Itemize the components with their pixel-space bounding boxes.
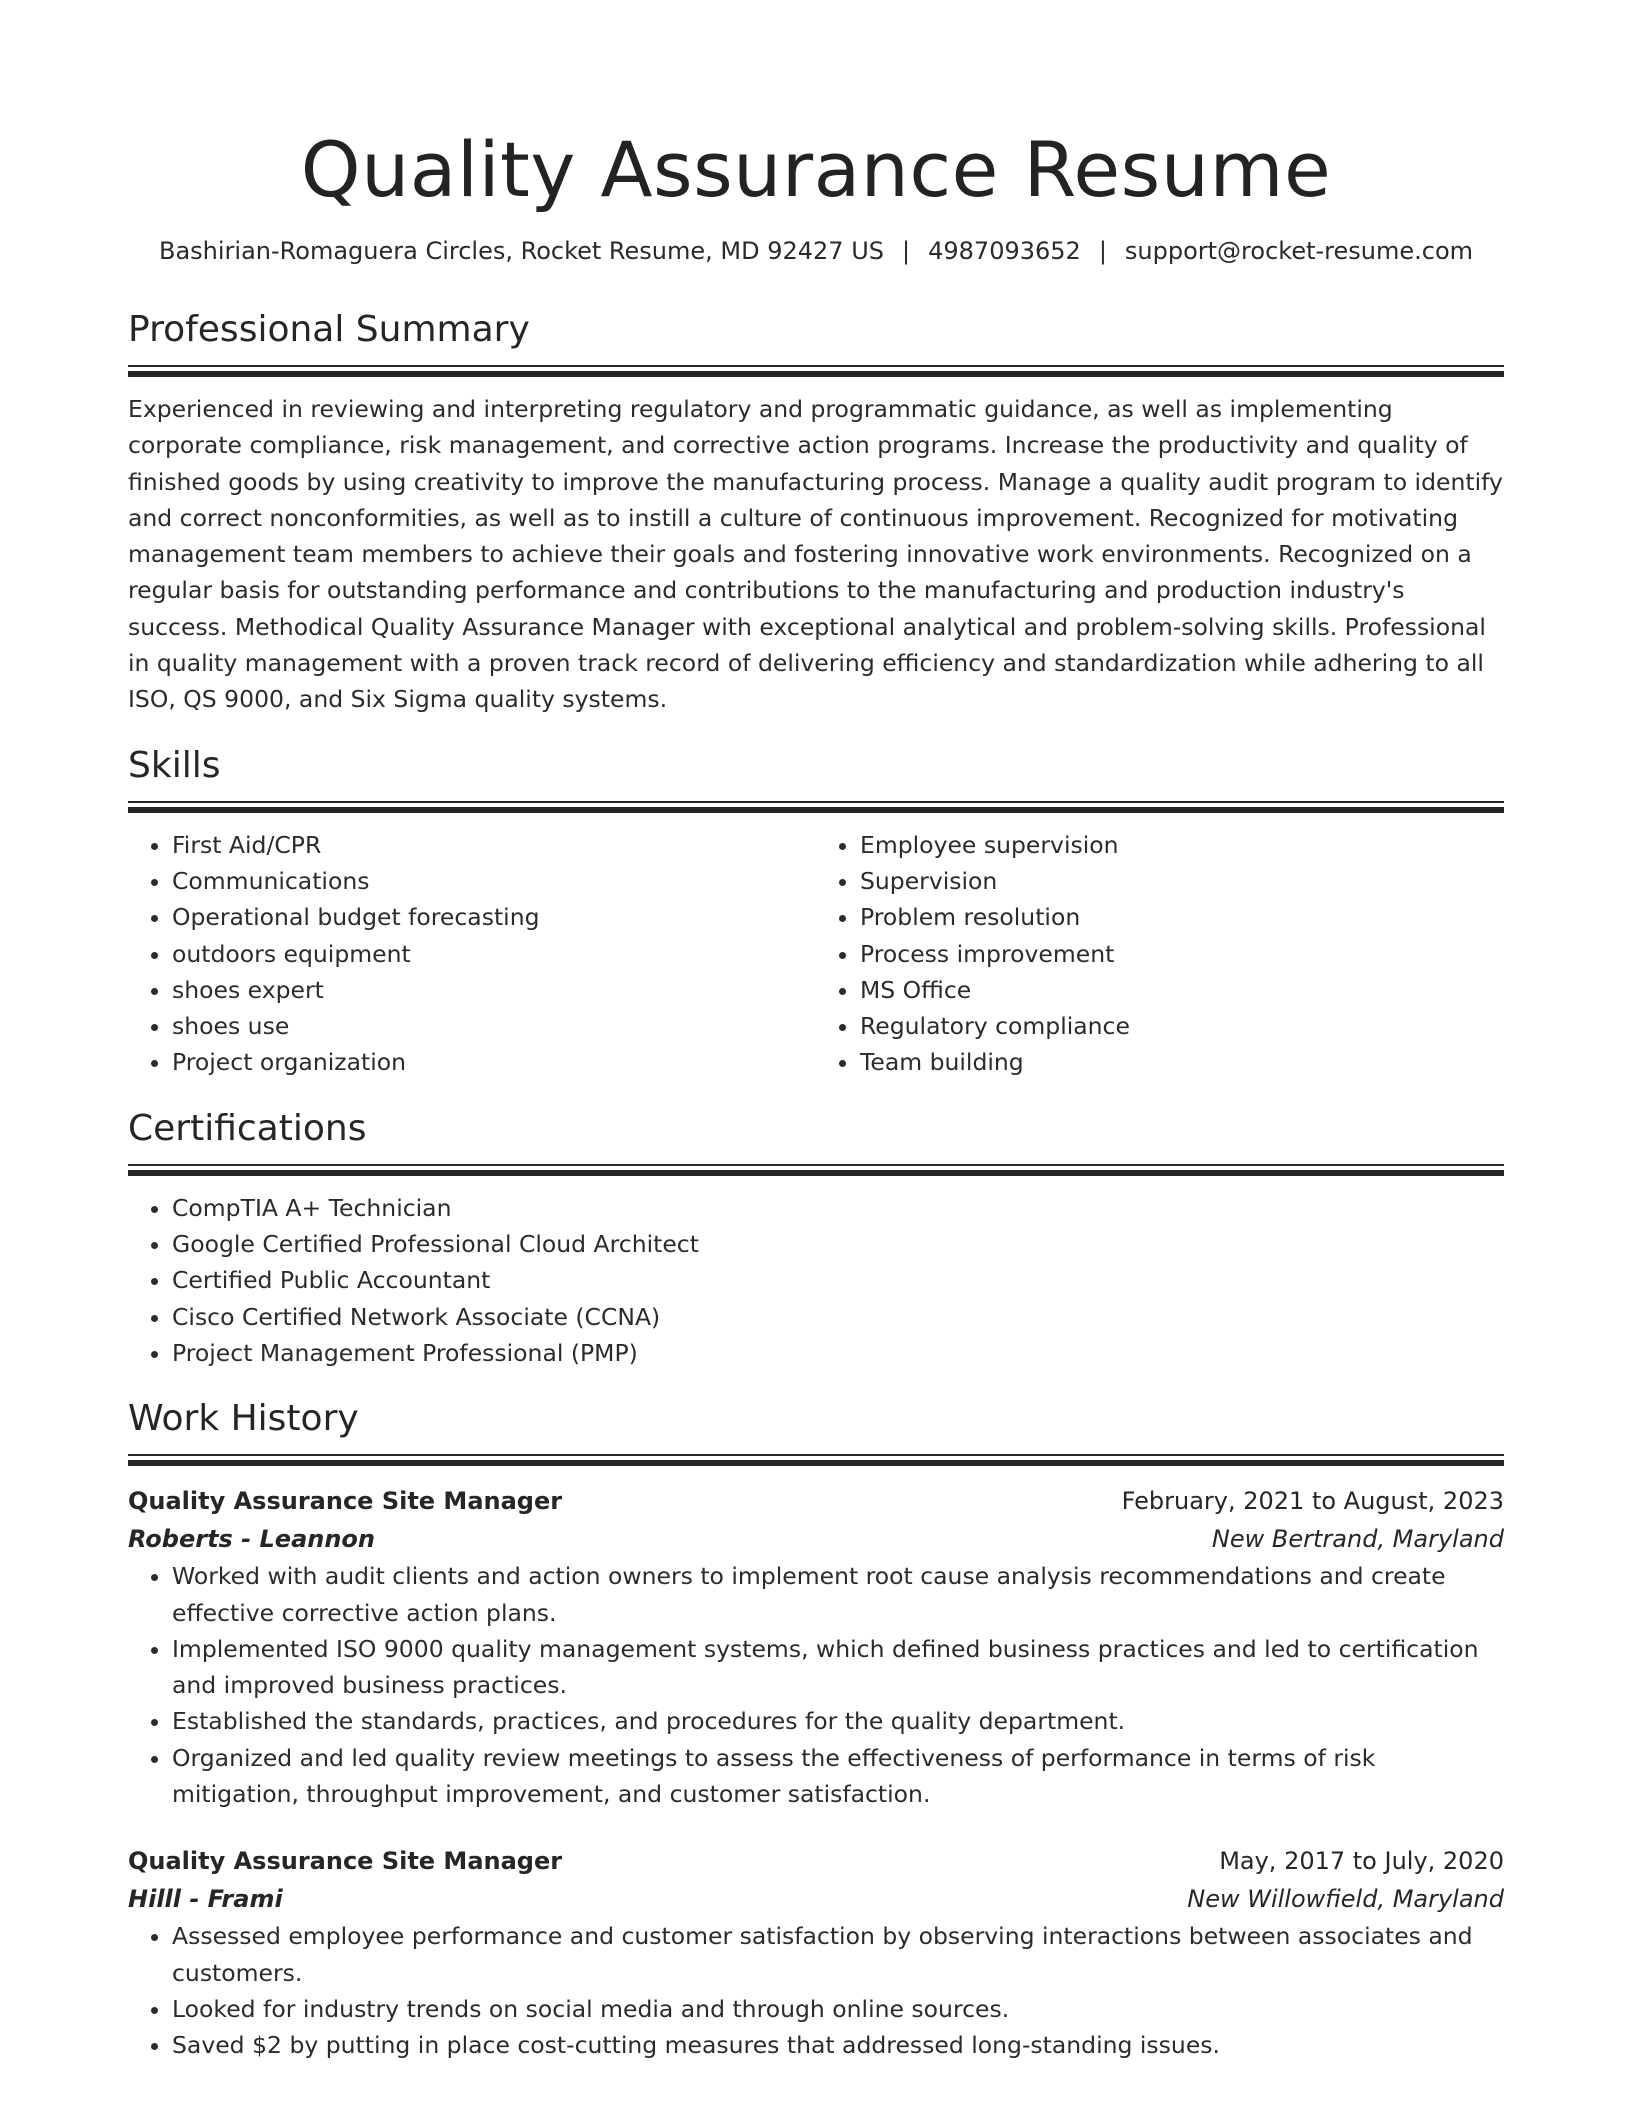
work-history-section [128,1395,1504,2063]
job-dates: February, 2021 to August, 2023 [1121,1487,1504,1516]
skills-grid [128,827,1504,1081]
skill-item: • Team building [860,1044,1504,1080]
certification-item: • Google Certified Professional Cloud Architect [172,1226,1504,1262]
skill-item: • Project organization [172,1044,816,1080]
job-title: Quality Assurance Site Manager [128,1847,563,1876]
skill-item: • First Aid/CPR [172,827,816,863]
section-divider [128,1164,1504,1176]
section-heading-skills: Skills [128,744,221,786]
contact-separator: | [1098,237,1107,265]
section-divider [128,365,1504,377]
skills-list-left [128,827,816,1081]
skill-item: • shoes expert [172,972,816,1008]
contact-email: support@rocket-resume.com [1124,237,1473,265]
job-entry [128,1482,1504,1812]
skills-section [128,742,1504,1081]
certifications-list [128,1190,1504,1371]
contact-separator: | [902,237,911,265]
job-bullet: • Implemented ISO 9000 quality management systems, which defined business practices and led to certification and improved business practices. [172,1631,1504,1704]
skill-item: • Communications [172,863,816,899]
skill-item: • Employee supervision [860,827,1504,863]
job-company: Roberts - Leannon [128,1525,376,1554]
skill-item: • Problem resolution [860,899,1504,935]
job-location: New Bertrand, Maryland [1211,1525,1504,1554]
section-divider [128,1454,1504,1466]
skill-item: • Process improvement [860,936,1504,972]
job-entry [128,1842,1504,2063]
job-subheader [128,1880,1504,1918]
job-bullet: • Looked for industry trends on social media and through online sources. [172,1991,1504,2027]
resume-title: Quality Assurance Resume [300,125,1332,214]
summary-text: Experienced in reviewing and interpreting regulatory and programmatic guidance, as well as implementing corporate compliance, risk management, and corrective action programs. Increase the productivity and quality of finished goods by using creativity to improve the manufacturing process. Manage a quality audit program to identify and correct nonconformities, as well as to instill a culture of continuous improvement. Recognized for motivating management team members to achieve their goals and fostering innovative work environments. Recognized on a regular basis for outstanding performance and contributions to the manufacturing and production industry's success. Methodical Quality Assurance Manager with exceptional analytical and problem-solving skills. Professional in quality management with a proven track record of delivering efficiency and standardization while adhering to all ISO, QS 9000, and Six Sigma quality systems. [128,395,1503,714]
job-header [128,1482,1504,1520]
section-heading-certifications: Certifications [128,1107,367,1149]
certification-item: • Certified Public Accountant [172,1262,1504,1298]
job-subheader [128,1520,1504,1558]
section-divider [128,801,1504,813]
certification-item: • CompTIA A+ Technician [172,1190,1504,1226]
job-bullet: • Organized and led quality review meetings to assess the effectiveness of performance in terms of risk mitigation, throughput improvement, and customer satisfaction. [172,1740,1504,1813]
contact-line [128,234,1504,268]
skill-item: • shoes use [172,1008,816,1044]
job-company: Hilll - Frami [128,1885,283,1914]
job-bullet: • Assessed employee performance and customer satisfaction by observing interactions between associates and customers. [172,1918,1504,1991]
job-title: Quality Assurance Site Manager [128,1487,563,1516]
job-bullet: • Saved $2 by putting in place cost-cutting measures that addressed long-standing issues. [172,2027,1504,2063]
job-bullet: • Established the standards, practices, and procedures for the quality department. [172,1703,1504,1739]
resume-page [128,0,1504,2064]
certification-item: • Project Management Professional (PMP) [172,1335,1504,1371]
job-bullet: • Worked with audit clients and action owners to implement root cause analysis recommendations and create effective corrective action plans. [172,1558,1504,1631]
contact-phone: 4987093652 [928,237,1081,265]
job-header [128,1842,1504,1880]
contact-address: Bashirian-Romaguera Circles, Rocket Resume, MD 92427 US [159,237,885,265]
skill-item: • Regulatory compliance [860,1008,1504,1044]
skill-item: • MS Office [860,972,1504,1008]
skills-list-right [816,827,1504,1081]
skill-item: • outdoors equipment [172,936,816,972]
summary-section [128,306,1504,718]
job-dates: May, 2017 to July, 2020 [1219,1847,1504,1876]
job-bullets [128,1918,1504,2063]
certifications-section [128,1105,1504,1371]
skill-item: • Supervision [860,863,1504,899]
certification-item: • Cisco Certified Network Associate (CCNA) [172,1299,1504,1335]
skill-item: • Operational budget forecasting [172,899,816,935]
job-location: New Willowfield, Maryland [1187,1885,1504,1914]
job-bullets [128,1558,1504,1812]
section-heading-work-history: Work History [128,1398,359,1440]
section-heading-summary: Professional Summary [128,309,530,350]
